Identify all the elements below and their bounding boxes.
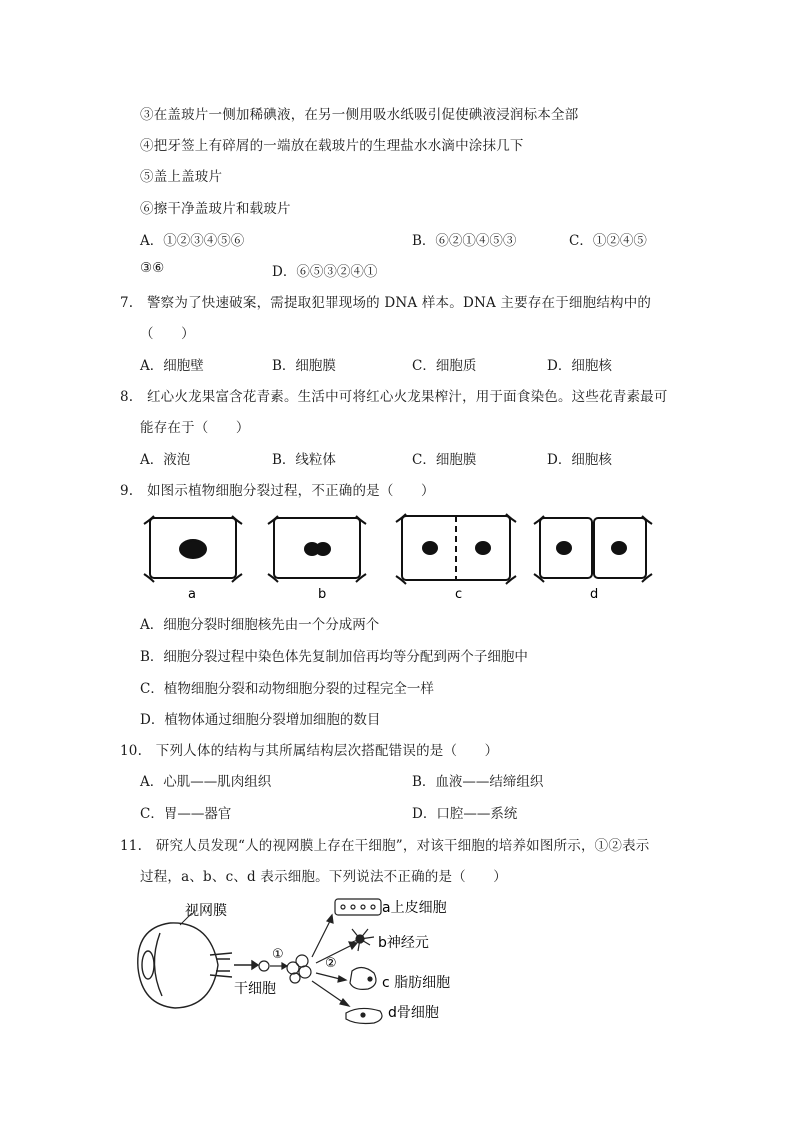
stem-cell-icon <box>259 961 269 971</box>
q8-option-b: B．线粒体 <box>272 452 336 468</box>
q10-option-b: B．血液——结缔组织 <box>412 774 544 790</box>
cell-c <box>396 514 516 584</box>
q8-option-a: A．液泡 <box>140 452 191 468</box>
q9-option-b: B．细胞分裂过程中染色体先复制加倍再均等分配到两个子细胞中 <box>140 649 528 665</box>
cell-d-label: d骨细胞 <box>388 1005 439 1021</box>
stem-cell-label: 干细胞 <box>234 981 276 997</box>
epithelial-cell-icon <box>335 899 381 915</box>
q6-option-c-cont: ③⑥ <box>140 260 165 276</box>
q10-option-d: D．口腔——系统 <box>412 806 518 822</box>
q10-option-c: C．胃——器官 <box>140 806 232 822</box>
q9-option-c: C．植物细胞分裂和动物细胞分裂的过程完全一样 <box>140 681 434 697</box>
q7-option-d: D．细胞核 <box>547 358 612 374</box>
q6-option-d: D．⑥⑤③②④① <box>272 264 378 280</box>
eye-diagram <box>138 923 232 1008</box>
q8-option-d: D．细胞核 <box>547 452 612 468</box>
q8-stem-cont: 能存在于（ ） <box>140 420 250 436</box>
cell-c-label: c 脂肪细胞 <box>382 975 451 991</box>
stem-cell-cluster-icon <box>287 955 311 983</box>
q7-stem: 7. 警察为了快速破案，需提取犯罪现场的 DNA 样本。DNA 主要存在于细胞结构中的 <box>120 295 652 311</box>
q7-option-b: B．细胞膜 <box>272 358 336 374</box>
q9-stem: 9. 如图示植物细胞分裂过程，不正确的是（ ） <box>120 483 435 499</box>
process-2-label: ② <box>325 956 337 971</box>
step-3: ③在盖玻片一侧加稀碘液，在另一侧用吸水纸吸引促使碘液浸润标本全部 <box>140 107 579 123</box>
q7-stem-cont: （ ） <box>140 326 195 342</box>
q10-option-a: A．心肌——肌肉组织 <box>140 774 272 790</box>
fig-label-d: d <box>590 587 599 602</box>
q7-option-a: A．细胞壁 <box>140 358 204 374</box>
bone-cell-icon <box>346 1008 382 1023</box>
cell-division-figure <box>140 510 660 602</box>
cell-b <box>268 516 366 582</box>
q6-option-c: C．①②④⑤ <box>569 233 647 249</box>
q10-stem: 10. 下列人体的结构与其所属结构层次搭配错误的是（ ） <box>120 743 499 759</box>
q8-stem: 8. 红心火龙果富含花青素。生活中可将红心火龙果榨汁，用于面食染色。这些花青素最可 <box>120 389 668 405</box>
cell-a-label: a上皮细胞 <box>382 900 447 916</box>
q8-option-c: C．细胞膜 <box>412 452 477 468</box>
stem-cell-figure <box>130 893 470 1033</box>
step-6: ⑥擦干净盖玻片和载玻片 <box>140 201 291 217</box>
cell-b-label: b神经元 <box>378 935 429 951</box>
step-4: ④把牙签上有碎屑的一端放在载玻片的生理盐水水滴中涂抹几下 <box>140 138 524 154</box>
fat-cell-icon <box>350 967 376 989</box>
q6-option-a: A．①②③④⑤⑥ <box>140 233 245 249</box>
process-1-label: ① <box>272 947 284 962</box>
q7-option-c: C．细胞质 <box>412 358 477 374</box>
retina-label: 视网膜 <box>185 903 227 919</box>
q11-stem: 11. 研究人员发现“人的视网膜上存在干细胞”，对该干细胞的培养如图所示，①②表示 <box>120 838 650 854</box>
step-5: ⑤盖上盖玻片 <box>140 169 223 185</box>
arrow-process-1 <box>270 963 287 969</box>
arrow-eye-to-stem <box>234 961 258 969</box>
fig-label-b: b <box>318 587 327 602</box>
fig-label-c: c <box>455 587 463 602</box>
q6-option-b: B．⑥②①④⑤③ <box>412 233 517 249</box>
cell-d <box>534 516 652 582</box>
q9-option-a: A．细胞分裂时细胞核先由一个分成两个 <box>140 617 380 633</box>
q9-option-d: D．植物体通过细胞分裂增加细胞的数目 <box>140 712 381 728</box>
q11-stem-cont: 过程，a、b、c、d 表示细胞。下列说法不正确的是（ ） <box>140 869 507 885</box>
cell-a <box>144 516 242 582</box>
fig-label-a: a <box>188 587 196 602</box>
